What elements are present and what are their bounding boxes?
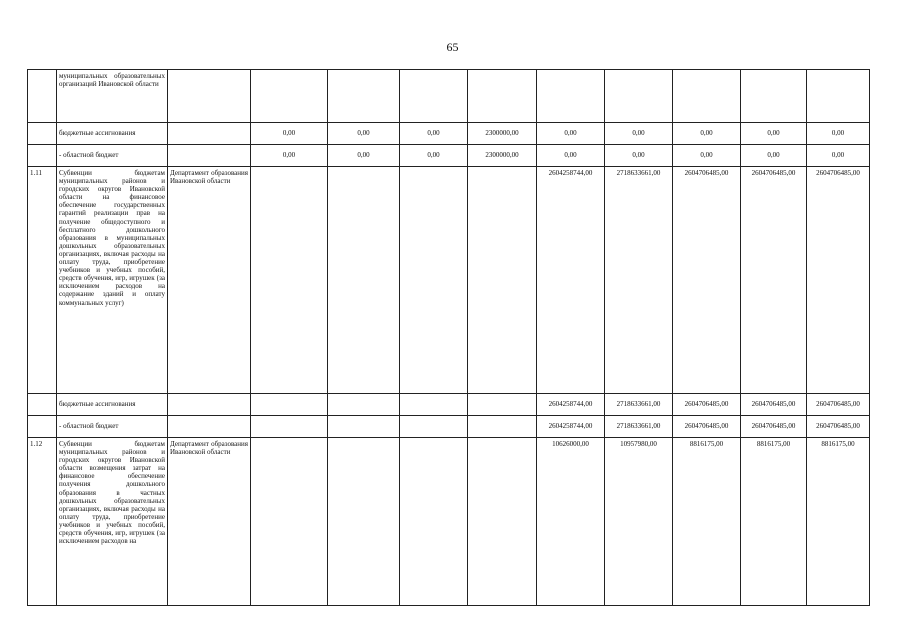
row-name: Субвенции бюджетам муниципальных районов и городских округов Ивановской области на финансовое обеспечение государственных гарантий реализации прав на получение общедоступного и бесплатного дошкольного образования в муниципальных дошкольных образовательных организациях, включая расходы на оплату труда, приобретение учебников и учебных пособий, средств обучения, игр, игрушек (за исключением расходов на содержание зданий и оплату коммунальных услуг) — [57, 167, 168, 394]
value-cell: 2300000,00 — [468, 123, 537, 145]
value-cell: 0,00 — [400, 123, 468, 145]
page-number: 65 — [446, 40, 459, 54]
value-cell: 2604258744,00 — [537, 394, 605, 416]
row-number: 1.12 — [28, 438, 57, 606]
value-cell: 2604706485,00 — [807, 416, 870, 438]
row-executor — [168, 416, 251, 438]
value-cell: 0,00 — [741, 123, 807, 145]
value-cell: 8816175,00 — [673, 438, 741, 606]
value-cell: 0,00 — [807, 145, 870, 167]
value-cell — [400, 394, 468, 416]
value-cell: 2604706485,00 — [807, 167, 870, 394]
value-cell: 0,00 — [673, 123, 741, 145]
value-cell: 2604706485,00 — [673, 167, 741, 394]
value-cell: 2604258744,00 — [537, 416, 605, 438]
value-cell — [400, 438, 468, 606]
value-cell — [251, 70, 328, 123]
value-cell — [328, 394, 400, 416]
value-cell: 0,00 — [328, 123, 400, 145]
value-cell: 2604706485,00 — [741, 416, 807, 438]
value-cell: 10957980,00 — [605, 438, 673, 606]
row-name: бюджетные ассигнования — [57, 123, 168, 145]
value-cell — [328, 438, 400, 606]
row-number — [28, 70, 57, 123]
value-cell: 2718633661,00 — [605, 416, 673, 438]
value-cell — [468, 70, 537, 123]
value-cell — [537, 70, 605, 123]
value-cell: 0,00 — [251, 145, 328, 167]
value-cell — [807, 70, 870, 123]
row-name: муниципальных образовательных организаций Ивановской области — [57, 70, 168, 123]
value-cell — [468, 416, 537, 438]
row-executor: Департамент образования Ивановской области — [168, 438, 251, 606]
value-cell: 0,00 — [605, 145, 673, 167]
row-name: Субвенции бюджетам муниципальных районов и городских округов Ивановской области возмещения затрат на финансовое обеспечение получения дошкольного образования в частных дошкольных образовательных организациях, включая расходы на оплату труда, приобретение учебников и учебных пособий, средств обучения, игр, игрушек (за исключением расходов на — [57, 438, 168, 606]
row-number — [28, 416, 57, 438]
value-cell: 0,00 — [807, 123, 870, 145]
value-cell — [673, 70, 741, 123]
value-cell: 0,00 — [400, 145, 468, 167]
value-cell — [328, 167, 400, 394]
value-cell: 0,00 — [537, 145, 605, 167]
value-cell — [468, 167, 537, 394]
value-cell — [400, 70, 468, 123]
row-executor: Департамент образования Ивановской области — [168, 167, 251, 394]
table-row — [28, 123, 870, 145]
value-cell: 0,00 — [328, 145, 400, 167]
row-executor — [168, 394, 251, 416]
value-cell: 8816175,00 — [741, 438, 807, 606]
value-cell — [741, 70, 807, 123]
value-cell: 10626000,00 — [537, 438, 605, 606]
value-cell: 0,00 — [251, 123, 328, 145]
row-executor — [168, 123, 251, 145]
table-row — [28, 167, 870, 394]
value-cell: 2604706485,00 — [741, 394, 807, 416]
row-executor — [168, 70, 251, 123]
table-row — [28, 70, 870, 123]
value-cell: 8816175,00 — [807, 438, 870, 606]
value-cell — [251, 394, 328, 416]
value-cell — [328, 70, 400, 123]
value-cell: 2300000,00 — [468, 145, 537, 167]
value-cell — [251, 416, 328, 438]
row-executor — [168, 145, 251, 167]
value-cell: 2604706485,00 — [673, 416, 741, 438]
value-cell: 2718633661,00 — [605, 167, 673, 394]
row-name: - областной бюджет — [57, 416, 168, 438]
table-row — [28, 394, 870, 416]
row-number — [28, 394, 57, 416]
value-cell: 0,00 — [605, 123, 673, 145]
row-name: бюджетные ассигнования — [57, 394, 168, 416]
table-row — [28, 145, 870, 167]
value-cell — [251, 438, 328, 606]
value-cell — [605, 70, 673, 123]
value-cell: 2604706485,00 — [807, 394, 870, 416]
value-cell — [400, 167, 468, 394]
value-cell — [328, 416, 400, 438]
value-cell: 2718633661,00 — [605, 394, 673, 416]
table-row — [28, 438, 870, 606]
table-row — [28, 416, 870, 438]
value-cell — [251, 167, 328, 394]
row-number: 1.11 — [28, 167, 57, 394]
value-cell — [400, 416, 468, 438]
value-cell: 2604706485,00 — [741, 167, 807, 394]
value-cell: 2604258744,00 — [537, 167, 605, 394]
value-cell: 0,00 — [741, 145, 807, 167]
value-cell: 0,00 — [537, 123, 605, 145]
value-cell: 2604706485,00 — [673, 394, 741, 416]
value-cell — [468, 394, 537, 416]
value-cell: 0,00 — [673, 145, 741, 167]
row-number — [28, 123, 57, 145]
value-cell — [468, 438, 537, 606]
row-number — [28, 145, 57, 167]
row-name: - областной бюджет — [57, 145, 168, 167]
budget-table — [27, 69, 870, 606]
